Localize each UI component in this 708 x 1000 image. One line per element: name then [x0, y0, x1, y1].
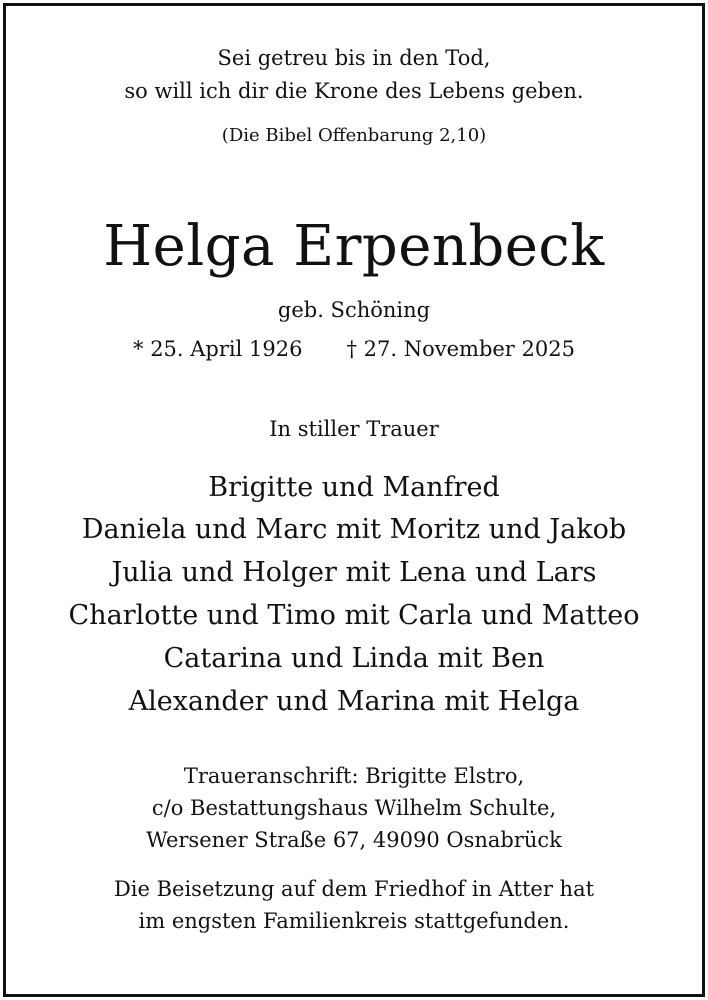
- family-line: Julia und Holger mit Lena und Lars: [111, 557, 597, 588]
- family-line: Catarina und Linda mit Ben: [163, 643, 545, 674]
- birth-date: * 25. April 1926: [133, 337, 303, 361]
- address-line-3: Wersener Straße 67, 49090 Osnabrück: [146, 828, 562, 852]
- motto-source: (Die Bibel Offenbarung 2,10): [221, 125, 487, 146]
- family-line: Daniela und Marc mit Moritz und Jakob: [81, 514, 627, 545]
- death-date: † 27. November 2025: [346, 337, 575, 361]
- deceased-name: Helga Erpenbeck: [103, 214, 605, 279]
- family-line: Alexander und Marina mit Helga: [128, 686, 580, 717]
- address-line-2: c/o Bestattungshaus Wilhelm Schulte,: [151, 796, 557, 820]
- life-dates: [0, 337, 708, 361]
- motto-line-1: Sei getreu bis in den Tod,: [217, 46, 491, 70]
- address-line-1: Traueranschrift: Brigitte Elstro,: [183, 764, 525, 788]
- burial-line-1: Die Beisetzung auf dem Friedhof in Atter hat: [113, 877, 595, 901]
- family-line: Charlotte und Timo mit Carla und Matteo: [68, 600, 640, 631]
- burial-line-2: im engsten Familienkreis stattgefunden.: [138, 909, 570, 933]
- family-line: Brigitte und Manfred: [208, 472, 500, 503]
- motto-line-2: so will ich dir die Krone des Lebens geben.: [124, 79, 584, 103]
- mourning-intro: In stiller Trauer: [269, 417, 439, 441]
- born-name: geb. Schöning: [277, 298, 431, 322]
